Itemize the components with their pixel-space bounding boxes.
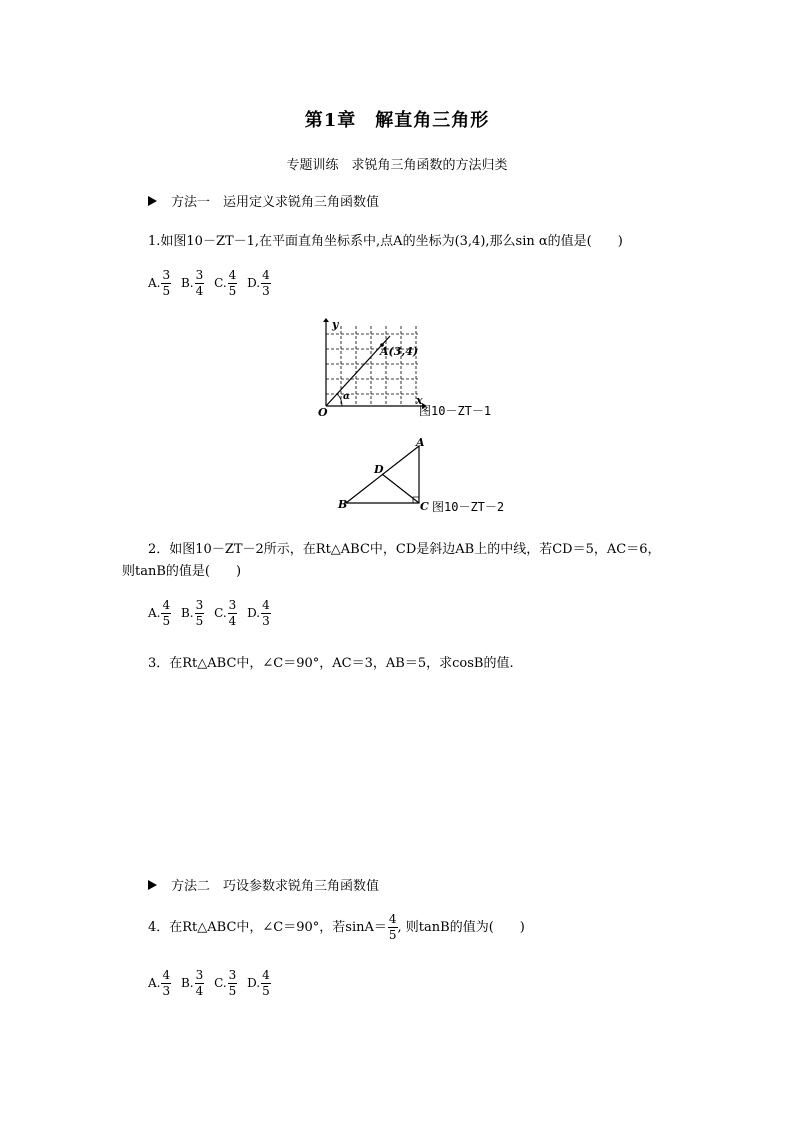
option-a: A. $\frac{4}{5}$: [148, 598, 171, 628]
figure-2-triangle: [334, 436, 429, 513]
question-1-options: [148, 268, 277, 299]
angle-alpha-arc: [337, 394, 342, 406]
grid-lines: [326, 326, 418, 406]
section-title: 专题训练 求锐角三角函数的方法归类: [286, 158, 508, 173]
method-one-label: 方法一 运用定义求锐角三角函数值: [171, 195, 380, 210]
question-4-text: 4．在Rt△ABC中，∠C＝90°，若sinA＝ $\frac{4}{5}$ , 则tanB的值为( ): [148, 912, 525, 942]
method-one-heading: [148, 191, 379, 210]
label-d: D: [374, 463, 384, 476]
question-3-text: 3．在Rt△ABC中，∠C＝90°，AC＝3，AB＝5，求cosB的值.: [148, 656, 514, 671]
question-2-line-1: 2．如图10－ZT－2所示，在Rt△ABC中，CD是斜边AB上的中线，若CD＝5，AC＝6，: [148, 542, 661, 557]
option-c: C. $\frac{4}{5}$: [214, 268, 237, 298]
median-cd: [382, 474, 419, 503]
triangle-bullet-icon: [148, 880, 157, 890]
option-a: A. $\frac{3}{5}$: [148, 268, 171, 298]
label-y: y: [332, 318, 339, 331]
label-alpha: α: [343, 392, 350, 402]
option-a: A. $\frac{4}{3}$: [148, 968, 171, 998]
figure-1-coordinate-grid: [318, 318, 428, 418]
figure-2-caption: 图10－ZT－2: [432, 500, 505, 514]
label-b: B: [338, 498, 348, 511]
option-c: C. $\frac{3}{4}$: [214, 598, 237, 628]
option-c: C. $\frac{3}{5}$: [214, 968, 237, 998]
label-o: O: [318, 406, 328, 419]
y-axis-arrow-icon: [323, 318, 329, 322]
option-b: B. $\frac{3}{5}$: [180, 598, 204, 628]
option-b: B. $\frac{3}{4}$: [180, 268, 204, 298]
method-two-heading: [148, 875, 379, 894]
label-a: A(3,4): [380, 345, 419, 358]
question-1-text: 1.如图10－ZT－1,在平面直角坐标系中,点A的坐标为(3,4),那么sin α的值是( ): [148, 234, 623, 249]
label-x: x: [416, 394, 423, 407]
chapter-title: 第1章 解直角三角形: [304, 110, 490, 131]
option-b: B. $\frac{3}{4}$: [180, 968, 204, 998]
question-4-options: [148, 968, 277, 999]
question-2-line-2: 则tanB的值是( ): [122, 564, 242, 579]
method-two-label: 方法二 巧设参数求锐角三角函数值: [171, 879, 380, 894]
question-2-options: [148, 598, 277, 629]
triangle-bullet-icon: [148, 196, 157, 206]
option-d: D. $\frac{4}{5}$: [247, 968, 270, 998]
fraction-sina: $\frac{4}{5}$: [388, 912, 397, 942]
option-d: D. $\frac{4}{3}$: [247, 598, 270, 628]
option-d: D. $\frac{4}{3}$: [247, 268, 270, 298]
label-c: C: [420, 500, 429, 513]
label-a: A: [416, 436, 425, 449]
figure-1-caption: 图10－ZT－1: [419, 404, 492, 418]
